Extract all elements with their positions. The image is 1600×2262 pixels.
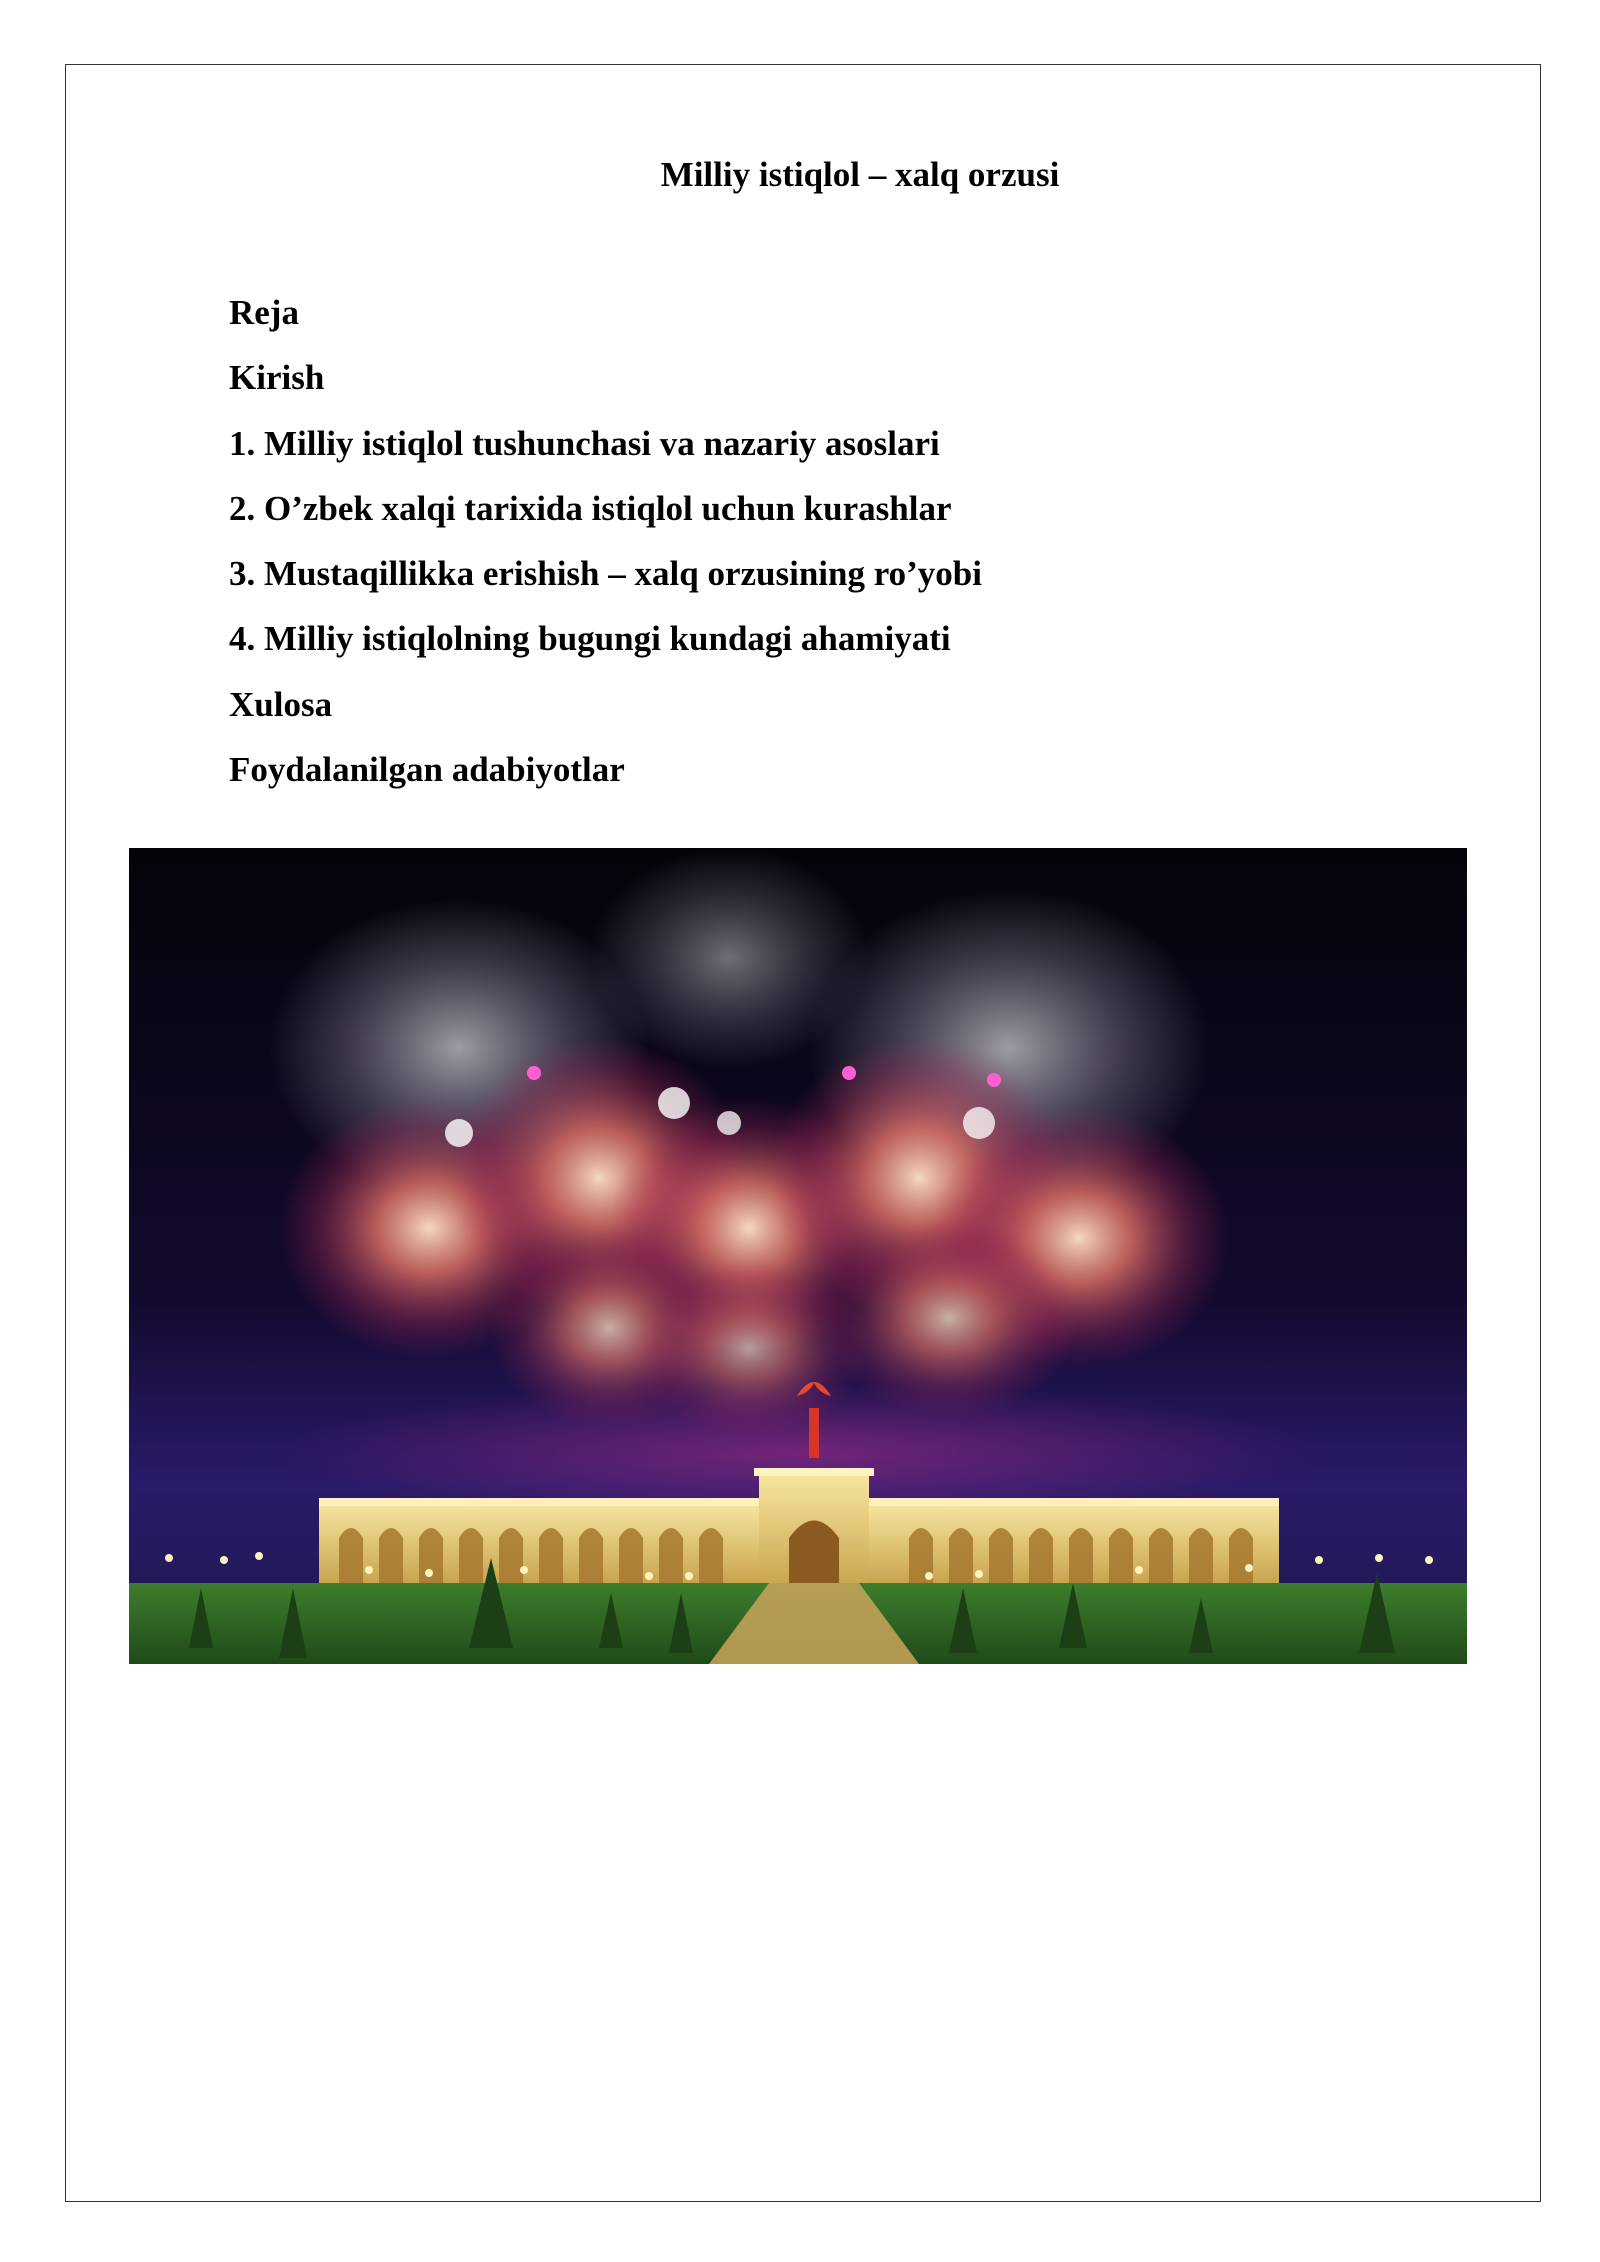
plan-item-conclusion: Xulosa [229, 684, 333, 724]
plan-item-2: 2. O’zbek xalqi tarixida istiqlol uchun kurashlar [229, 488, 952, 528]
plan-list [229, 280, 982, 802]
plan-item-references: Foydalanilgan adabiyotlar [229, 750, 625, 790]
plan-item-introduction: Kirish [229, 358, 325, 398]
document-title: Milliy istiqlol – xalq orzusi [660, 155, 1060, 194]
plan-item-4: 4. Milliy istiqlolning bugungi kundagi ahamiyati [229, 619, 951, 659]
plan-item-1: 1. Milliy istiqlol tushunchasi va nazariy asoslari [229, 423, 940, 463]
plan-item-3: 3. Mustaqillikka erishish – xalq orzusining ro’yobi [229, 554, 982, 594]
fireworks-photo [129, 848, 1467, 1664]
plan-heading: Reja [229, 293, 299, 332]
